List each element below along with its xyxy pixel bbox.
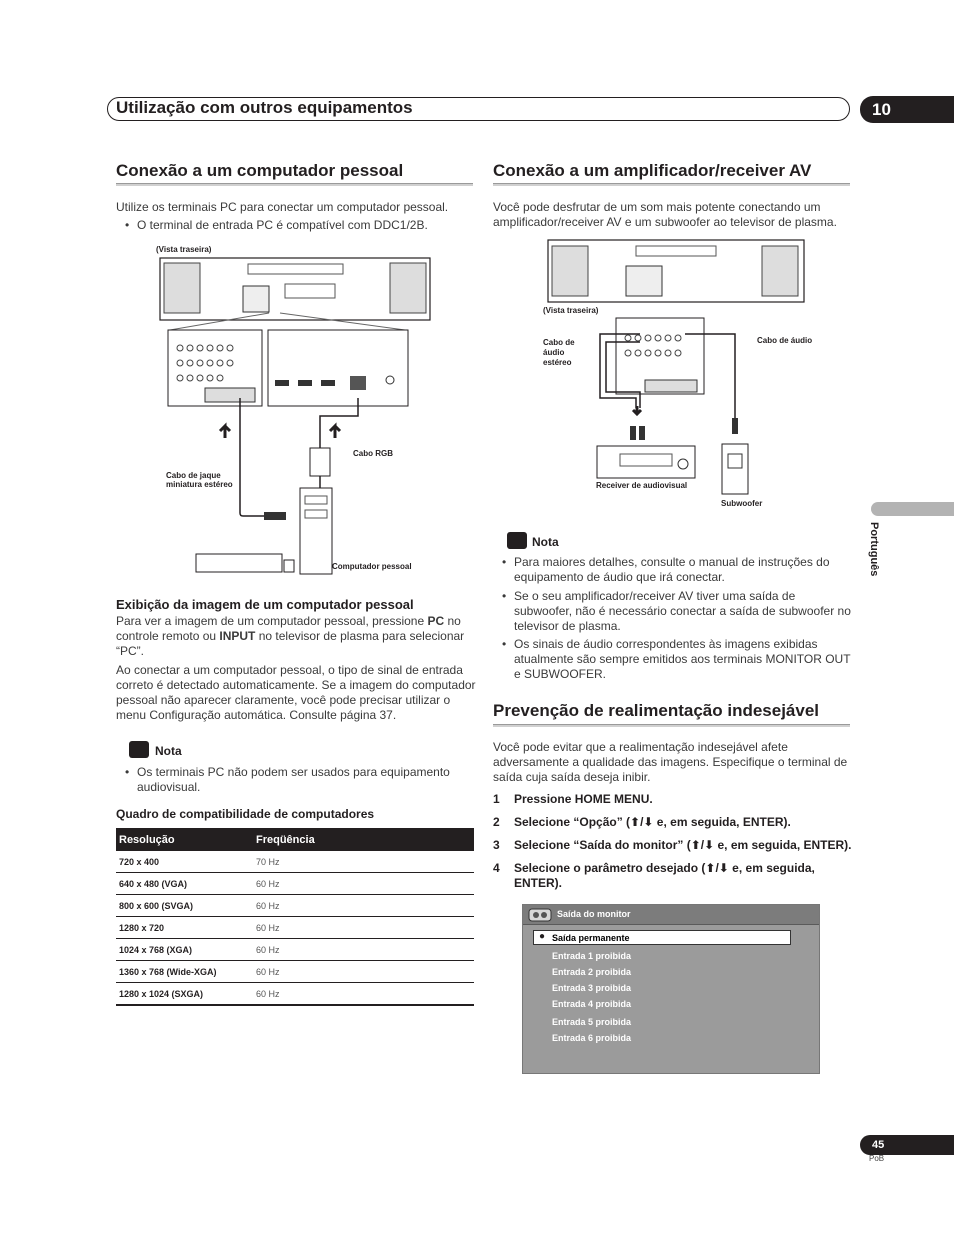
step-number: 3 — [493, 838, 500, 852]
cell-frequency: 60 Hz — [256, 988, 280, 999]
av-connection-diagram — [540, 238, 820, 518]
compatibility-table — [116, 828, 474, 1006]
step-number: 4 — [493, 861, 500, 875]
note-icon — [507, 532, 527, 549]
step-text: Pressione HOME MENU. — [514, 792, 653, 806]
note-bullet-left: • Os terminais PC não podem ser usados para equipamento audiovisual. — [137, 765, 477, 795]
note-bullet-right: • Se o seu amplificador/receiver AV tiver uma saída de subwoofer, não é necessário conectar a saída de subwoofer no televisor de plasma. — [514, 589, 854, 634]
display-title: Exibição da imagem de um computador pessoal — [116, 597, 414, 612]
section-rule — [493, 724, 850, 727]
menu-item-label: Saída permanente — [552, 933, 630, 943]
table-row — [116, 873, 474, 895]
menu-title: Saída do monitor — [557, 909, 631, 919]
header-resolution: Resolução — [119, 833, 175, 846]
cable-audio-label: Cabo de áudio — [757, 336, 813, 345]
monitor-output-menu — [522, 904, 820, 1074]
cell-resolution: 720 x 400 — [119, 856, 160, 867]
table-title: Quadro de compatibilidade de computadores — [116, 807, 375, 821]
section-rule — [116, 183, 473, 186]
step-text: Selecione o parâmetro desejado (⬆/⬇ e, em seguida, ENTER). — [514, 861, 815, 890]
chapter-title: Utilização com outros equipamentos — [116, 98, 413, 117]
cable-jack-label-1: Cabo de jaque — [166, 471, 221, 480]
pc-connection-diagram — [150, 238, 440, 583]
chapter-number: 10 — [860, 96, 954, 123]
step-text: Selecione “Saída do monitor” (⬆/⬇ e, em seguida, ENTER). — [514, 838, 852, 852]
receiver-label: Receiver de audiovisual — [596, 481, 688, 490]
feedback-intro: Você pode evitar que a realimentação indesejável afete adversamente a qualidade das imagens. Especifique o terminal de saída cuja saída deseja inibir. — [493, 740, 848, 784]
pc-intro: Utilize os terminais PC para conectar um computador pessoal. — [116, 200, 449, 214]
subwoofer-label: Subwoofer — [721, 499, 763, 508]
cell-resolution: 640 x 480 (VGA) — [119, 878, 188, 889]
cable-rgb-label: Cabo RGB — [353, 449, 393, 458]
note-bullet-right: • Para maiores detalhes, consulte o manual de instruções do equipamento de áudio que irá conectar. — [514, 555, 854, 585]
cell-frequency: 70 Hz — [256, 856, 280, 867]
page-number: 45 — [860, 1135, 954, 1155]
rear-view-label-av: (Vista traseira) — [543, 306, 599, 315]
table-row — [116, 851, 474, 873]
section-title-av: Conexão a um amplificador/receiver AV — [493, 161, 812, 180]
note-label-left: Nota — [155, 744, 182, 758]
table-row — [116, 939, 474, 961]
cell-resolution: 1360 x 768 (Wide-XGA) — [119, 966, 217, 977]
cell-resolution: 1280 x 720 — [119, 922, 165, 933]
table-header — [116, 828, 474, 851]
stereo-label-3: estéreo — [543, 358, 572, 367]
table-row — [116, 961, 474, 983]
section-rule — [493, 183, 850, 186]
cell-frequency: 60 Hz — [256, 878, 280, 889]
menu-item[interactable]: Entrada 4 proibida — [552, 999, 632, 1009]
display-text-b: no controle remoto ou — [116, 614, 461, 643]
menu-item[interactable]: Entrada 5 proibida — [552, 1017, 632, 1027]
cell-frequency: 60 Hz — [256, 900, 280, 911]
stereo-label-2: áudio — [543, 348, 565, 357]
menu-item-selected[interactable] — [533, 930, 791, 945]
display-paragraph-1 — [116, 614, 476, 659]
table-row — [116, 983, 474, 1006]
computer-label: Computador pessoal — [332, 562, 412, 571]
pc-key: PC — [427, 614, 445, 628]
display-text-c: no televisor de plasma para selecionar “PC”. — [116, 629, 465, 658]
step-number: 2 — [493, 815, 500, 829]
pc-bullet: • O terminal de entrada PC é compatível com DDC1/2B. — [137, 218, 477, 233]
note-icon — [129, 741, 149, 758]
av-intro: Você pode desfrutar de um som mais potente conectando um amplificador/receiver AV e um subwoofer ao televisor de plasma. — [493, 200, 837, 229]
menu-item[interactable]: Entrada 1 proibida — [552, 951, 632, 961]
note-label-right: Nota — [532, 535, 559, 549]
section-title-feedback: Prevenção de realimentação indesejável — [493, 701, 820, 720]
settings-icon — [528, 907, 552, 923]
step-number: 1 — [493, 792, 500, 806]
menu-item[interactable]: Entrada 3 proibida — [552, 983, 632, 993]
cable-jack-label-2: miniatura estéreo — [166, 480, 233, 489]
display-paragraph-2: Ao conectar a um computador pessoal, o tipo de sinal de entrada correto é detectado automaticamente. Se a imagem do computador pessoal não aparecer claramente, você pode precisar utilizar o menu Configuração automática. Consulte página 37. — [116, 663, 476, 722]
menu-item[interactable]: Entrada 2 proibida — [552, 967, 632, 977]
table-row — [116, 895, 474, 917]
menu-item[interactable]: Entrada 6 proibida — [552, 1033, 632, 1043]
section-title-pc: Conexão a um computador pessoal — [116, 161, 404, 180]
stereo-label-1: Cabo de — [543, 338, 575, 347]
display-text-a: Para ver a imagem de um computador pessoal, pressione — [116, 614, 428, 628]
header-frequency: Freqüência — [256, 833, 315, 846]
language-label: Português — [868, 522, 880, 577]
cell-resolution: 1024 x 768 (XGA) — [119, 944, 193, 955]
cell-frequency: 60 Hz — [256, 966, 280, 977]
input-key: INPUT — [219, 629, 256, 643]
selected-bullet-icon: ● — [539, 931, 546, 942]
note-bullet-right: • Os sinais de áudio correspondentes às imagens exibidas atualmente são sempre emitidos aos terminais MONITOR OUT e SUBWOOFER. — [514, 637, 854, 682]
cell-resolution: 1280 x 1024 (SXGA) — [119, 988, 204, 999]
table-row — [116, 917, 474, 939]
cell-resolution: 800 x 600 (SVGA) — [119, 900, 194, 911]
step-text: Selecione “Opção” (⬆/⬇ e, em seguida, ENTER). — [514, 815, 791, 829]
cell-frequency: 60 Hz — [256, 922, 280, 933]
cell-frequency: 60 Hz — [256, 944, 280, 955]
language-tab — [871, 502, 954, 516]
rear-view-label: (Vista traseira) — [156, 245, 212, 254]
page-code: PoB — [869, 1154, 885, 1163]
